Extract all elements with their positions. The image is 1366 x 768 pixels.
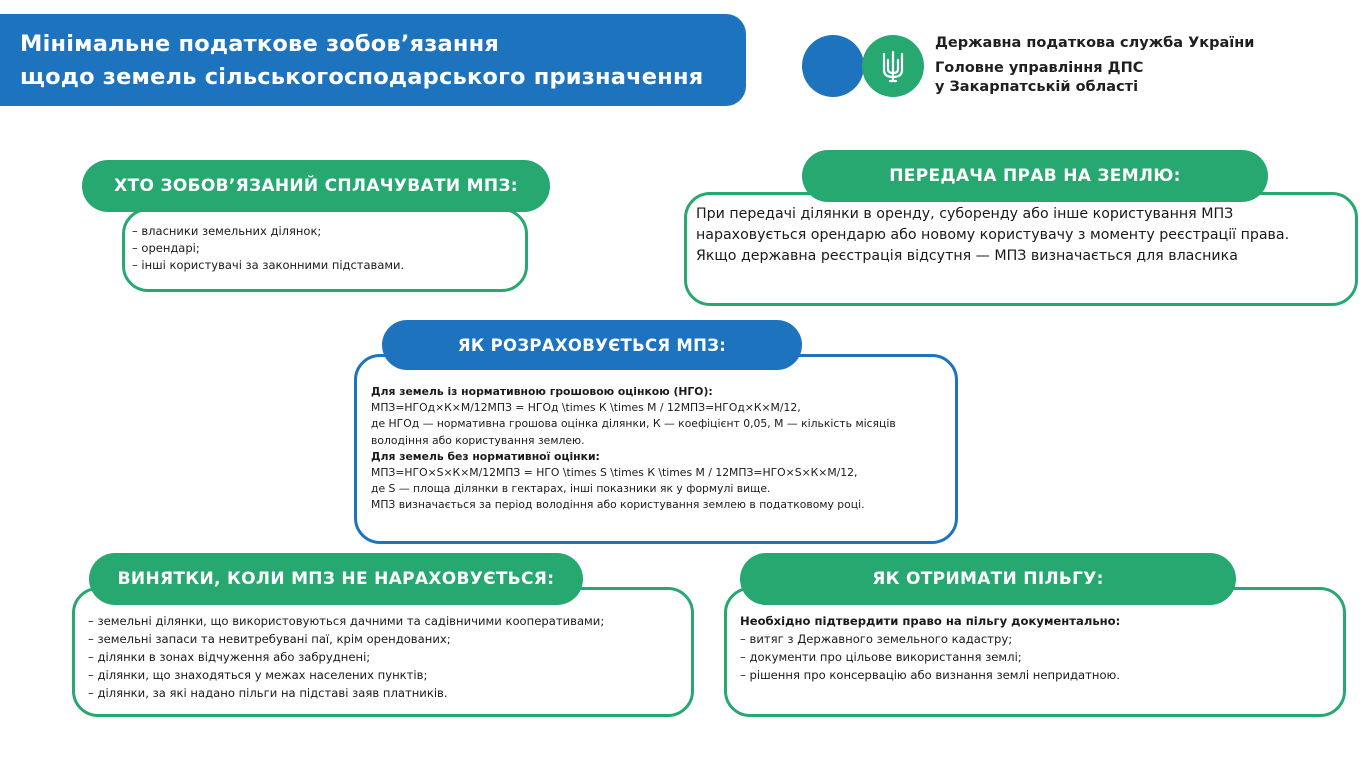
list-item: – інші користувачі за законними підставами. [132, 258, 405, 272]
transfer-heading: ПЕРЕДАЧА ПРАВ НА ЗЕМЛЮ: [802, 150, 1268, 202]
list-item: – документи про цільове використання землі; [740, 650, 1022, 664]
calc-box [354, 354, 958, 544]
benefit-intro: Необхідно підтвердити право на пільгу документально: [740, 614, 1121, 628]
list-item: – рішення про консервацію або визнання землі непридатною. [740, 668, 1120, 682]
exceptions-box [72, 587, 694, 717]
text-line: При передачі ділянки в оренду, суборенду або інше користування МПЗ [696, 206, 1234, 222]
list-item: – орендарі; [132, 241, 200, 255]
list-item: – витяг з Державного земельного кадастру; [740, 632, 1013, 646]
org-name: Державна податкова служба України [935, 35, 1255, 51]
no-ngo-formula: МПЗ=НГО×S×К×М/12МПЗ = НГО \times S \times К \times М / 12МПЗ=НГО×S×К×М/12, [371, 466, 858, 480]
transfer-box [684, 192, 1358, 306]
ngo-formula: МПЗ=НГОд×К×М/12МПЗ = НГОд \times К \times М / 12МПЗ=НГОд×К×М/12, [371, 401, 801, 415]
list-item: – ділянки, що знаходяться у межах населених пунктів; [88, 668, 428, 682]
who-list [132, 223, 404, 274]
list-item: – ділянки, за які надано пільги на підставі заяв платників. [88, 686, 448, 700]
logo-circle-blue [802, 35, 864, 97]
dps-logo [800, 33, 1360, 99]
no-ngo-title: Для земель без нормативної оцінки: [371, 449, 600, 463]
exceptions-list [88, 612, 604, 702]
benefit-heading: ЯК ОТРИМАТИ ПІЛЬГУ: [740, 553, 1236, 605]
trident-icon [881, 50, 905, 84]
calc-heading: ЯК РОЗРАХОВУЄТЬСЯ МПЗ: [382, 320, 802, 370]
benefit-text [740, 612, 1120, 684]
header-banner [0, 14, 746, 106]
list-item: – земельні запаси та невитребувані паї, крім орендованих; [88, 632, 451, 646]
transfer-text [696, 204, 1289, 267]
ngo-description-1: де НГОд — нормативна грошова оцінка ділянки, К — коефіцієнт 0,05, М — кількість місяців [371, 417, 896, 431]
text-line: Якщо державна реєстрація відсутня — МПЗ визначається для власника [696, 248, 1238, 264]
period-note: МПЗ визначається за період володіння або користування землею в податковому році. [371, 498, 865, 512]
dept-name-line-2: у Закарпатській області [935, 79, 1139, 95]
dept-name-line-1: Головне управління ДПС [935, 60, 1144, 76]
title-line-1: Мінімальне податкове зобов’язання [20, 31, 500, 57]
who-heading: ХТО ЗОБОВ’ЯЗАНИЙ СПЛАЧУВАТИ МПЗ: [82, 160, 550, 212]
calc-text [371, 384, 896, 514]
no-ngo-description: де S — площа ділянки в гектарах, інші показники як у формулі вище. [371, 482, 771, 496]
text-line: нараховується орендарю або новому користувачу з моменту реєстрації права. [696, 227, 1290, 243]
ngo-description-2: володіння або користування землею. [371, 433, 585, 447]
list-item: – земельні ділянки, що використовуються дачними та садівничими кооперативами; [88, 614, 605, 628]
ngo-title: Для земель із нормативною грошовою оцінкою (НГО): [371, 385, 713, 398]
exceptions-heading: ВИНЯТКИ, КОЛИ МПЗ НЕ НАРАХОВУЄТЬСЯ: [89, 553, 583, 605]
benefit-box [724, 587, 1346, 717]
list-item: – ділянки в зонах відчуження або забруднені; [88, 650, 371, 664]
list-item: – власники земельних ділянок; [132, 224, 322, 238]
title-line-2: щодо земель сільськогосподарського призначення [20, 64, 704, 90]
who-box [122, 208, 528, 292]
